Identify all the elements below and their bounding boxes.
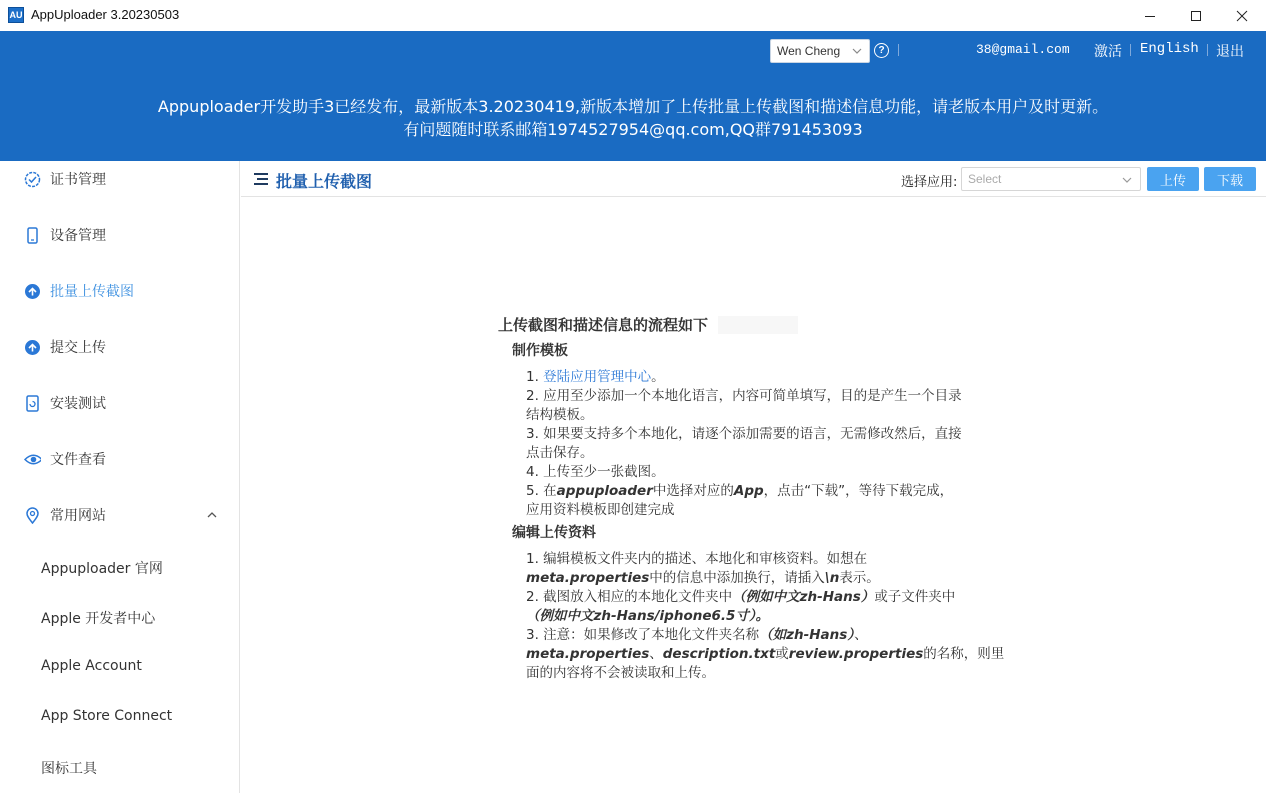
help-icon[interactable]: ? xyxy=(874,43,889,58)
instruction-emphasis: （例如中文zh-Hans/iphone6.5寸）。 xyxy=(526,608,770,624)
minimize-button[interactable] xyxy=(1127,0,1173,31)
menu-icon[interactable] xyxy=(253,172,269,186)
user-email: 38@gmail.com xyxy=(976,42,1070,57)
sidebar-item-submit-upload[interactable] xyxy=(0,327,240,367)
app-select-placeholder: Select xyxy=(968,172,1002,186)
instruction-emphasis: （例如中文zh-Hans） xyxy=(732,589,875,605)
instruction-line xyxy=(526,604,769,624)
location-icon xyxy=(24,507,41,524)
sidebar-item-common-sites[interactable] xyxy=(0,495,240,535)
instruction-text: 3. 注意：如果修改了本地化文件夹名称 xyxy=(526,627,760,643)
announcement-line-2: 有问题随时联系邮箱1974527954@qq.com,QQ群791453093 xyxy=(403,120,863,139)
upload-circle-icon xyxy=(24,339,41,356)
sidebar-item-label: 文件查看 xyxy=(50,452,106,468)
sidebar-subitem-apple-account[interactable] xyxy=(0,649,240,685)
instruction-line xyxy=(526,365,665,385)
instruction-text: 1. xyxy=(526,369,544,385)
instruction-line: 2. 应用至少添加一个本地化语言，内容可简单填写，目的是产生一个目录 xyxy=(526,388,962,404)
instruction-emphasis: meta.properties xyxy=(526,646,650,662)
user-select-value: Wen Cheng xyxy=(777,44,841,58)
sidebar-item-label: 证书管理 xyxy=(50,172,106,188)
maximize-icon xyxy=(1190,10,1202,22)
sidebar-item-batch-upload[interactable] xyxy=(0,271,240,311)
language-link[interactable]: English xyxy=(1140,41,1199,57)
instruction-line xyxy=(526,585,955,605)
sidebar-subitem-label: App Store Connect xyxy=(41,708,173,724)
phone-icon xyxy=(24,227,41,244)
divider xyxy=(1207,44,1208,56)
close-icon xyxy=(1236,10,1248,22)
instruction-line: 面的内容将不会被读取和上传。 xyxy=(526,665,715,681)
app-header xyxy=(0,31,1266,161)
instruction-emphasis: \n xyxy=(824,570,840,586)
sidebar-item-label: 设备管理 xyxy=(50,228,106,244)
eye-icon xyxy=(24,451,41,468)
announcement-line-1: Appuploader开发助手3已经发布，最新版本3.20230419,新版本增加了上传批量上传截图和描述信息功能，请老版本用户及时更新。 xyxy=(157,97,1109,116)
sidebar-item-devices[interactable] xyxy=(0,215,240,255)
sidebar-subitem-label: Apple 开发者中心 xyxy=(41,611,156,627)
install-icon xyxy=(24,395,41,412)
instruction-text: 表示。 xyxy=(839,570,880,586)
instruction-emphasis: （如zh-Hans） xyxy=(759,627,855,643)
instruction-line xyxy=(526,566,880,586)
sidebar-subitem-apple-developer[interactable] xyxy=(0,599,240,635)
sidebar-item-label: 常用网站 xyxy=(50,508,106,524)
sidebar-item-label: 批量上传截图 xyxy=(50,284,134,300)
select-app-label: 选择应用: xyxy=(901,175,958,190)
instruction-line: 点击保存。 xyxy=(526,445,594,461)
section-title: 编辑上传资料 xyxy=(512,525,596,541)
sidebar-subitem-label: 图标工具 xyxy=(41,761,97,777)
instruction-line xyxy=(526,479,953,499)
app-logo: AU xyxy=(8,7,24,23)
title-highlight xyxy=(718,316,798,334)
chevron-down-icon xyxy=(852,46,862,56)
instruction-text: 5. 在 xyxy=(526,483,557,499)
chevron-up-icon xyxy=(206,509,218,521)
instruction-line: 1. 编辑模板文件夹内的描述、本地化和审核资料。如想在 xyxy=(526,551,868,567)
instruction-emphasis: App xyxy=(733,483,764,499)
instruction-line xyxy=(526,623,868,643)
instruction-emphasis: description.txt xyxy=(662,646,776,662)
instruction-line: 应用资料模板即创建完成 xyxy=(526,502,675,518)
sidebar-item-label: 安装测试 xyxy=(50,396,106,412)
certificate-icon xyxy=(24,171,41,188)
instruction-text: 中的信息中添加换行，请插入 xyxy=(649,570,825,586)
main-toolbar xyxy=(241,161,1266,197)
instruction-text: 。 xyxy=(651,369,665,385)
logout-link[interactable]: 退出 xyxy=(1216,45,1244,61)
sidebar-subitem-label: Apple Account xyxy=(41,658,142,674)
sidebar-subitem-label: Appuploader 官网 xyxy=(41,561,163,577)
sidebar-item-install-test[interactable] xyxy=(0,383,240,423)
sidebar-item-file-view[interactable] xyxy=(0,439,240,479)
app-select[interactable] xyxy=(961,167,1141,191)
sidebar-item-label: 提交上传 xyxy=(50,340,106,356)
instruction-text: 2. 截图放入相应的本地化文件夹中 xyxy=(526,589,733,605)
page-title: 批量上传截图 xyxy=(276,172,373,191)
sidebar-item-certificates[interactable] xyxy=(0,159,240,199)
section-title: 制作模板 xyxy=(512,343,568,359)
instruction-line: 结构模板。 xyxy=(526,407,594,423)
instruction-line xyxy=(526,642,1004,662)
divider xyxy=(1130,44,1131,56)
instruction-emphasis: appuploader xyxy=(556,483,653,499)
instruction-line: 4. 上传至少一张截图。 xyxy=(526,464,665,480)
instruction-text: 中选择对应的 xyxy=(652,483,734,499)
sidebar-subitem-icon-tool[interactable] xyxy=(0,749,240,785)
download-button[interactable]: 下载 xyxy=(1204,167,1256,191)
maximize-button[interactable] xyxy=(1173,0,1219,31)
user-select[interactable] xyxy=(770,39,870,63)
sidebar-subitem-app-store-connect[interactable] xyxy=(0,699,240,735)
sidebar-subitem-appuploader-site[interactable] xyxy=(0,549,240,585)
minimize-icon xyxy=(1144,10,1156,22)
title-bar xyxy=(0,0,1266,31)
close-button[interactable] xyxy=(1219,0,1265,31)
activate-link[interactable]: 激活 xyxy=(1094,45,1122,61)
upload-circle-icon xyxy=(24,283,41,300)
instruction-emphasis: meta.properties xyxy=(526,570,650,586)
instruction-text: 或子文件夹中 xyxy=(874,589,956,605)
instruction-text: 、 xyxy=(649,646,663,662)
instruction-text: 或 xyxy=(775,646,789,662)
instruction-line: 3. 如果要支持多个本地化，请逐个添加需要的语言，无需修改然后，直接 xyxy=(526,426,962,442)
instruction-text: 、 xyxy=(854,627,868,643)
upload-button[interactable]: 上传 xyxy=(1147,167,1199,191)
divider xyxy=(898,44,899,56)
sidebar xyxy=(0,161,240,793)
instructions-title: 上传截图和描述信息的流程如下 xyxy=(498,316,709,334)
instruction-text: 的名称，则里 xyxy=(923,646,1005,662)
chevron-down-icon xyxy=(1122,175,1132,185)
instruction-text: ，点击“下载”，等待下载完成， xyxy=(763,483,954,499)
window-title: AppUploader 3.20230503 xyxy=(31,7,180,22)
instruction-emphasis: review.properties xyxy=(788,646,924,662)
app-management-link[interactable]: 登陆应用管理中心 xyxy=(543,369,652,385)
